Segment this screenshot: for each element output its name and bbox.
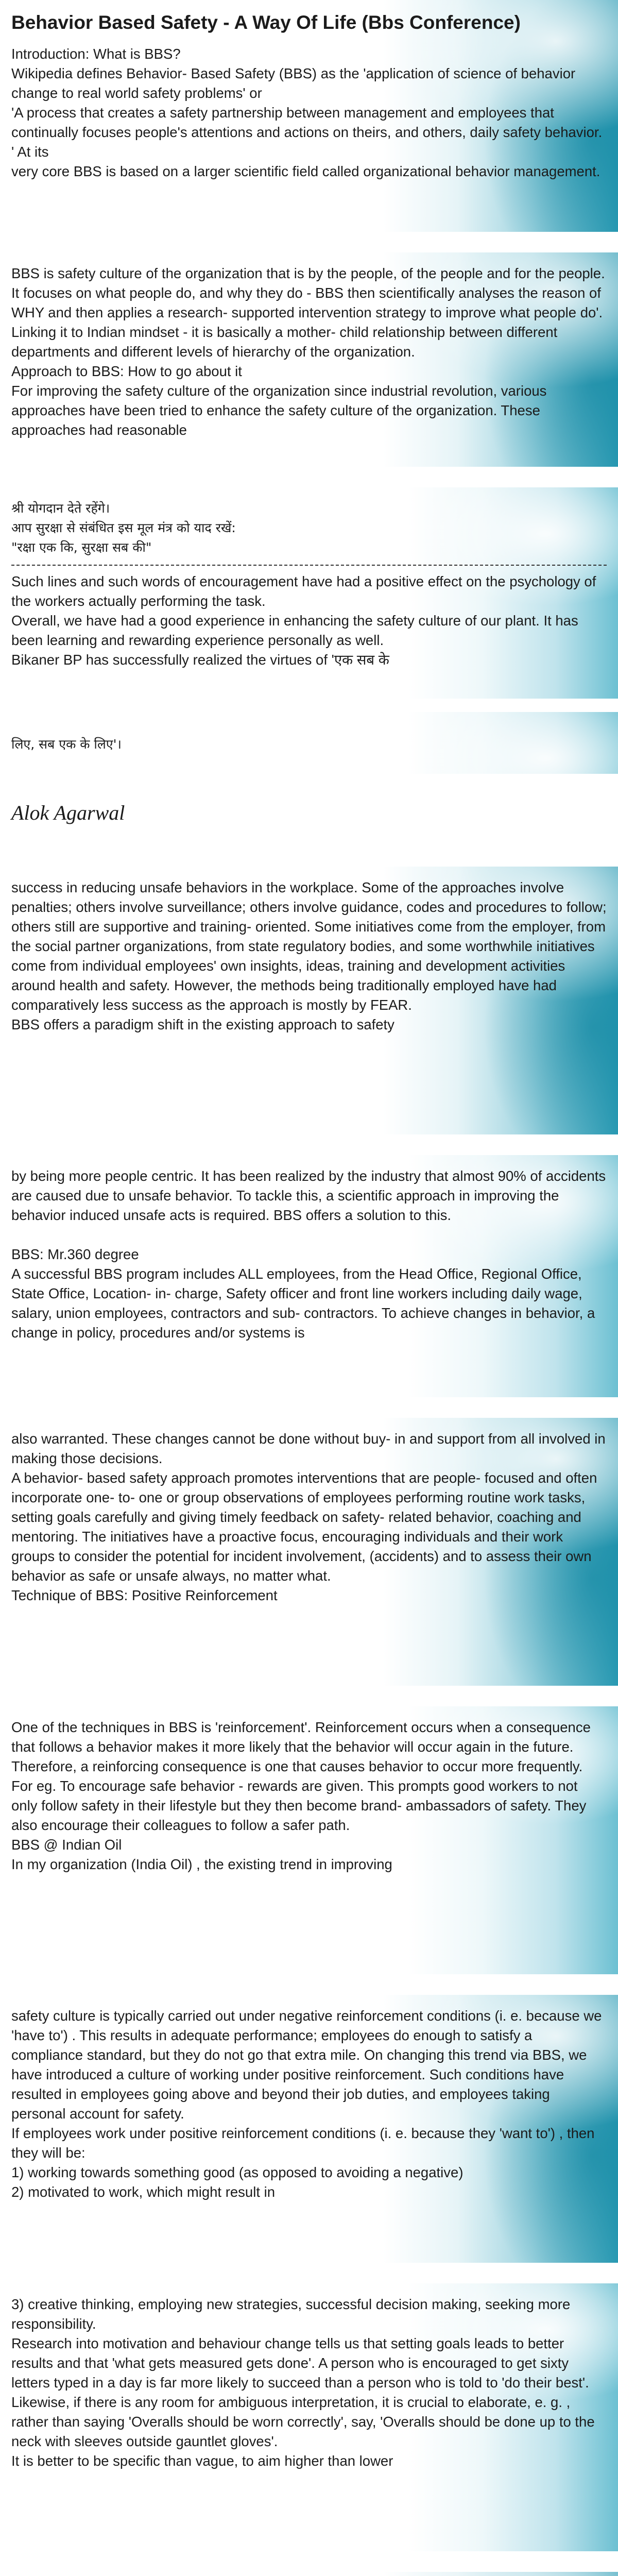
hindi-line: "रक्षा एक कि, सुरक्षा सब की" <box>11 540 152 555</box>
list-item: 1) working towards something good (as opposed to avoiding a negative) <box>11 2164 464 2180</box>
spacer <box>0 2551 618 2572</box>
body-paragraph: also warranted. These changes cannot be done without buy- in and support from all involved in making those decisions. <box>11 1431 606 1466</box>
spacer <box>0 467 618 487</box>
body-paragraph: Bikaner BP has successfully realized the virtues of 'एक सब के <box>11 652 389 668</box>
hindi-line: श्री योगदान देते रहेंगे। <box>11 501 110 516</box>
spacer <box>0 836 618 867</box>
spacer <box>0 1974 618 1995</box>
blank-line <box>11 1225 607 1245</box>
list-item: 3) creative thinking, employing new strategies, successful decision making, seeking more responsibility. <box>11 2296 571 2332</box>
intro-paragraph: 'A process that creates a safety partnership between management and employees that continually focuses people's attentions and actions on theirs, and others, daily safety behavior. ' At its <box>11 105 603 160</box>
spacer <box>0 1686 618 1706</box>
card-case-study <box>0 2572 618 2576</box>
body-paragraph: Research into motivation and behaviour change tells us that setting goals leads to better results and that 'what gets measured gets done'. A person who is encouraged to get sixty letters typed in a day is far more likely to succeed than a person who is told to 'do their best'. Likewise, if there is any room for ambiguous interpretation, it is crucial to elaborate, e. g. , rather than saying 'Overalls should be worn correctly', say, 'Overalls should be done up to the neck with sleeves outside gauntlet gloves'. <box>11 2335 595 2449</box>
hindi-line: लिए, सब एक के लिए'। <box>11 737 122 752</box>
body-paragraph: Such lines and such words of encouragement have had a positive effect on the psychology of the workers actually performing the task. <box>11 573 596 609</box>
dashed-divider <box>11 565 607 566</box>
section-heading: BBS @ Indian Oil <box>11 1837 122 1853</box>
body-paragraph: Overall, we have had a good experience in enhancing the safety culture of our plant. It has been learning and rewarding experience personally as well. <box>11 613 578 648</box>
section-heading: Technique of BBS: Positive Reinforcement <box>11 1587 278 1603</box>
body-paragraph: success in reducing unsafe behaviors in the workplace. Some of the approaches involve penalties; others involve surveillance; others involve guidance, codes and procedures to follow; others still are supportive and training- oriented. Some initiatives come from the employer, from the social partner organizations, from state regulatory bodies, and some worthwhile initiatives come from individual employees' own insights, ideas, training and development activities around health and safety. However, the methods being traditionally employed have had comparatively less success as the approach is mostly by FEAR. <box>11 879 607 1013</box>
list-item: 2) motivated to work, which might result in <box>11 2184 275 2200</box>
page-title: Behavior Based Safety - A Way Of Life (Bbs Conference) <box>11 12 521 33</box>
card-tagline-end <box>0 712 618 774</box>
card-introduction <box>0 0 618 232</box>
section-heading: Approach to BBS: How to go about it <box>11 363 242 379</box>
spacer <box>0 1397 618 1418</box>
card-bbs-culture <box>0 252 618 467</box>
hindi-line: आप सुरक्षा से संबंधित इस मूल मंत्र को याद रखें: <box>11 520 236 535</box>
card-goal-setting <box>0 2283 618 2551</box>
spacer <box>0 1134 618 1155</box>
body-paragraph: It is better to be specific than vague, to aim higher than lower <box>11 2453 393 2469</box>
intro-heading: Introduction: What is BBS? <box>11 46 181 62</box>
spacer <box>0 699 618 712</box>
author-name: Alok Agarwal <box>11 801 125 824</box>
intro-paragraph: Wikipedia defines Behavior- Based Safety (BBS) as the 'application of science of behavior change to real world safety problems' or <box>11 65 576 101</box>
card-approaches <box>0 867 618 1134</box>
card-encouragement <box>0 487 618 699</box>
body-paragraph: One of the techniques in BBS is 'reinforcement'. Reinforcement occurs when a consequence that follows a behavior makes it more likely that the behavior will occur again in the future. Therefore, a reinforcing consequence is one that causes behavior to occur more frequently. For eg. To encourage safe behavior - rewards are given. This prompts good workers to not only follow safety in their lifestyle but they then become brand- ambassadors of safety. They also encourage their colleagues to follow a safer path. <box>11 1719 591 1833</box>
spacer <box>0 232 618 252</box>
card-people-centric <box>0 1155 618 1397</box>
body-paragraph: For improving the safety culture of the organization since industrial revolution, various approaches have been tried to enhance the safety culture of the organization. These approaches had reasonable <box>11 383 547 438</box>
section-heading: BBS: Mr.360 degree <box>11 1246 139 1262</box>
spacer <box>0 2263 618 2283</box>
body-paragraph: safety culture is typically carried out under negative reinforcement conditions (i. e. because we 'have to') . This results in adequate performance; employees do enough to satisfy a compliance standard, but they do not go that extra mile. On changing this trend via BBS, we have introduced a culture of working under positive reinforcement. Such conditions have resulted in employees going above and beyond their job duties, and employees taking personal account for safety. <box>11 2008 602 2122</box>
author-block <box>0 774 618 836</box>
body-paragraph: If employees work under positive reinforcement conditions (i. e. because they 'want to') , then they will be: <box>11 2125 595 2161</box>
card-indian-oil <box>0 1995 618 2263</box>
body-paragraph: BBS is safety culture of the organization that is by the people, of the people and for the people. It focuses on what people do, and why they do - BBS then scientifically analyses the reason of WHY and then applies a research- supported intervention strategy to improve what people do'. Linking it to Indian mindset - it is basically a mother- child relationship between different departments and different levels of hierarchy of the organization. <box>11 265 605 360</box>
body-paragraph: by being more people centric. It has been realized by the industry that almost 90% of accidents are caused due to unsafe behavior. To tackle this, a scientific approach in improving the behavior induced unsafe acts is required. BBS offers a solution to this. <box>11 1168 606 1223</box>
card-reinforcement <box>0 1706 618 1974</box>
body-paragraph: In my organization (India Oil) , the existing trend in improving <box>11 1856 392 1872</box>
card-interventions <box>0 1418 618 1686</box>
body-paragraph: A behavior- based safety approach promotes interventions that are people- focused and often incorporate one- to- one or group observations of employees performing routine work tasks, setting goals carefully and giving timely feedback on safety- related behavior, coaching and mentoring. The initiatives have a proactive focus, encouraging individuals and their work groups to consider the potential for incident involvement, (accidents) and to assess their own behavior as safe or unsafe always, no matter what. <box>11 1470 597 1584</box>
body-paragraph: BBS offers a paradigm shift in the existing approach to safety <box>11 1016 394 1032</box>
intro-paragraph: very core BBS is based on a larger scientific field called organizational behavior management. <box>11 163 600 179</box>
body-paragraph: A successful BBS program includes ALL employees, from the Head Office, Regional Office, State Office, Location- in- charge, Safety officer and front line workers including daily wage, salary, union employees, contractors and sub- contractors. To achieve changes in behavior, a change in policy, procedures and/or systems is <box>11 1266 595 1341</box>
